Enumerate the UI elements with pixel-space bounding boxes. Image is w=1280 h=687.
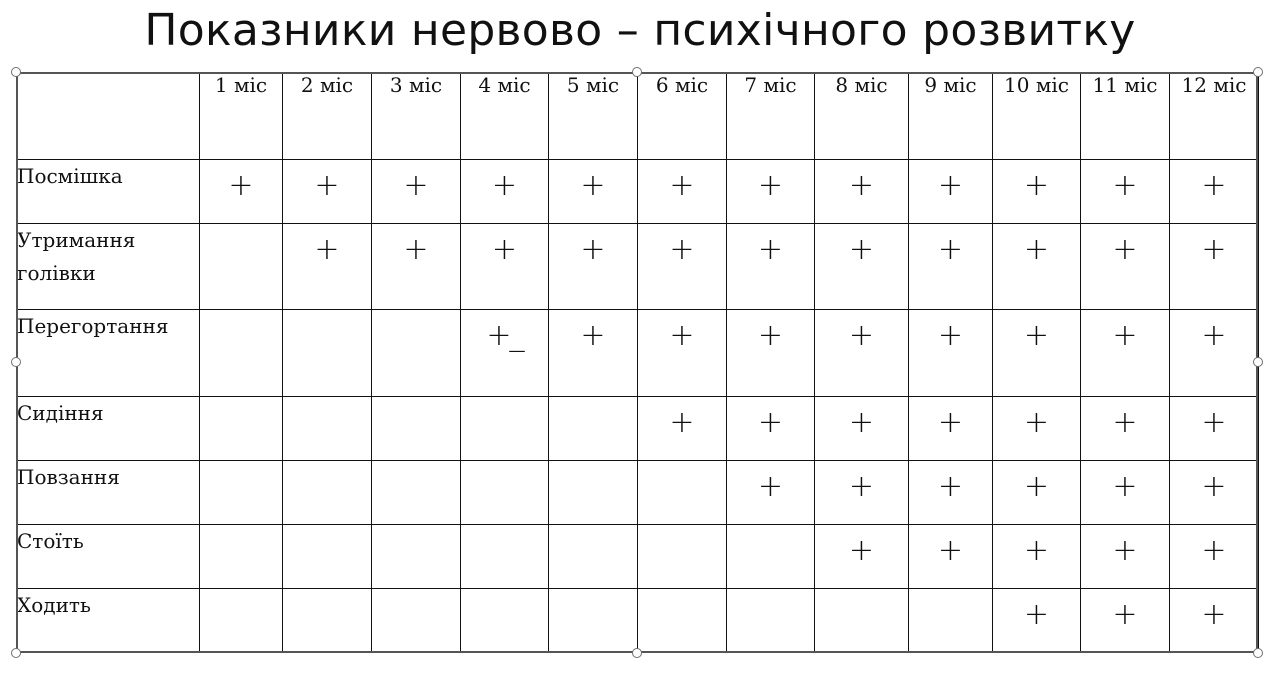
mark-symbol: + <box>1023 532 1050 568</box>
mark-symbol: + <box>848 532 875 568</box>
table-cell[interactable] <box>200 524 283 588</box>
mark-symbol: + <box>1112 404 1138 440</box>
table-cell[interactable] <box>993 396 1081 460</box>
empty-mark <box>372 310 460 321</box>
table-cell[interactable] <box>372 310 461 396</box>
table-cell[interactable] <box>909 460 993 524</box>
empty-mark <box>909 589 992 600</box>
mark-symbol: + <box>1023 232 1050 268</box>
mark-symbol: + <box>1023 168 1050 204</box>
table-cell[interactable] <box>372 588 461 652</box>
mark-symbol: + <box>1201 596 1227 632</box>
mark-symbol: + <box>937 168 964 204</box>
table-cell[interactable] <box>283 524 372 588</box>
table-cell[interactable] <box>909 588 993 652</box>
mark-symbol: + <box>1023 318 1050 354</box>
mark-symbol: + <box>1023 468 1050 504</box>
mark-symbol: + <box>937 232 964 268</box>
month-header[interactable]: 6 міс <box>638 73 727 160</box>
empty-mark <box>372 525 460 536</box>
table-cell[interactable] <box>815 224 909 310</box>
table-cell[interactable] <box>283 588 372 652</box>
table-cell[interactable] <box>727 588 815 652</box>
month-header[interactable]: 2 міс <box>283 73 372 160</box>
empty-mark <box>727 525 814 536</box>
month-header[interactable]: 1 міс <box>200 73 283 160</box>
mark-symbol: + <box>1201 404 1227 440</box>
table-row <box>17 160 1259 224</box>
mark-symbol: + <box>669 318 695 354</box>
table-cell[interactable] <box>461 396 549 460</box>
table-cell[interactable] <box>461 224 549 310</box>
resize-handle-bottom-middle[interactable] <box>632 648 642 658</box>
mark-symbol: + <box>1201 168 1227 204</box>
resize-handle-top-middle[interactable] <box>632 67 642 77</box>
mark-symbol: + <box>1201 232 1227 268</box>
empty-mark <box>549 397 637 408</box>
empty-mark <box>200 310 282 321</box>
month-header[interactable]: 12 міс <box>1170 73 1259 160</box>
mark-symbol: + <box>757 232 784 268</box>
table-cell[interactable] <box>461 310 549 396</box>
corner-cell[interactable] <box>17 73 200 160</box>
table-cell[interactable] <box>549 588 638 652</box>
mark-symbol: + <box>580 318 606 354</box>
development-table[interactable] <box>16 72 1259 653</box>
table-cell[interactable] <box>909 310 993 396</box>
table-cell[interactable] <box>727 396 815 460</box>
table-cell[interactable] <box>727 224 815 310</box>
table-cell[interactable] <box>549 396 638 460</box>
table-cell[interactable] <box>283 224 372 310</box>
slide-title[interactable]: Показники нервово – психічного розвитку <box>144 5 1136 56</box>
mark-symbol: + <box>314 232 340 268</box>
table-cell[interactable] <box>1081 524 1170 588</box>
row-label[interactable]: Повзання <box>17 460 200 524</box>
mark-symbol: + <box>937 404 964 440</box>
table-cell[interactable] <box>638 224 727 310</box>
mark-symbol: + <box>669 232 695 268</box>
mark-symbol: + <box>1112 232 1138 268</box>
table-cell[interactable] <box>461 160 549 224</box>
table-cell[interactable] <box>1081 460 1170 524</box>
empty-mark <box>549 525 637 536</box>
row-label[interactable]: Посмішка <box>17 160 200 224</box>
table-row <box>17 396 1259 460</box>
table-cell[interactable] <box>1081 160 1170 224</box>
table-cell[interactable] <box>909 224 993 310</box>
table-cell[interactable] <box>283 396 372 460</box>
table-cell[interactable] <box>549 460 638 524</box>
empty-mark <box>283 461 371 472</box>
table-cell[interactable] <box>727 460 815 524</box>
mark-symbol: + <box>1023 404 1050 440</box>
header-row <box>17 73 1259 160</box>
table-cell[interactable] <box>909 396 993 460</box>
table-cell[interactable] <box>1170 396 1259 460</box>
table-cell[interactable] <box>200 588 283 652</box>
mark-symbol: + <box>228 168 254 204</box>
table-cell[interactable] <box>200 396 283 460</box>
table-cell[interactable] <box>638 524 727 588</box>
table-cell[interactable] <box>815 460 909 524</box>
table-row <box>17 524 1259 588</box>
table-cell[interactable] <box>283 160 372 224</box>
table-cell[interactable] <box>200 224 283 310</box>
month-header[interactable]: 8 міс <box>815 73 909 160</box>
mark-symbol: + <box>848 404 875 440</box>
mark-symbol: + <box>1201 318 1227 354</box>
mark-symbol: + <box>757 404 784 440</box>
mark-symbol: + <box>1201 468 1227 504</box>
table-cell[interactable] <box>461 460 549 524</box>
table-cell[interactable] <box>909 524 993 588</box>
month-header[interactable]: 9 міс <box>909 73 993 160</box>
mark-symbol: + <box>848 318 875 354</box>
table-cell[interactable] <box>815 160 909 224</box>
table-cell[interactable] <box>1170 524 1259 588</box>
development-table-frame[interactable] <box>16 72 1258 653</box>
empty-mark <box>283 525 371 536</box>
table-cell[interactable] <box>727 160 815 224</box>
mark-symbol: + <box>848 468 875 504</box>
row-label[interactable]: Утримання голівки <box>17 224 200 310</box>
table-cell[interactable] <box>372 160 461 224</box>
table-row <box>17 460 1259 524</box>
mark-symbol: + <box>403 232 429 268</box>
table-cell[interactable] <box>638 396 727 460</box>
table-cell[interactable] <box>993 460 1081 524</box>
empty-mark <box>461 397 548 408</box>
table-cell[interactable] <box>993 224 1081 310</box>
mark-symbol: +_ <box>486 318 523 354</box>
mark-symbol: + <box>491 232 518 268</box>
table-row <box>17 224 1259 310</box>
table-cell[interactable] <box>1081 224 1170 310</box>
mark-symbol: + <box>1023 596 1050 632</box>
mark-symbol: + <box>1112 468 1138 504</box>
mark-symbol: + <box>580 168 606 204</box>
empty-mark <box>727 589 814 600</box>
table-cell[interactable] <box>549 160 638 224</box>
table-cell[interactable] <box>993 310 1081 396</box>
empty-mark <box>461 461 548 472</box>
table-cell[interactable] <box>549 224 638 310</box>
mark-symbol: + <box>848 168 875 204</box>
table-cell[interactable] <box>200 460 283 524</box>
mark-symbol: + <box>1201 532 1227 568</box>
empty-mark <box>283 397 371 408</box>
table-cell[interactable] <box>815 396 909 460</box>
mark-symbol: + <box>757 318 784 354</box>
month-header[interactable]: 4 міс <box>461 73 549 160</box>
empty-mark <box>200 224 282 235</box>
table-cell[interactable] <box>727 310 815 396</box>
table-cell[interactable] <box>200 310 283 396</box>
empty-mark <box>638 525 726 536</box>
row-label[interactable]: Перегортання <box>17 310 200 396</box>
table-cell[interactable] <box>1170 224 1259 310</box>
table-cell[interactable] <box>993 160 1081 224</box>
table-cell[interactable] <box>1170 160 1259 224</box>
table-row <box>17 310 1259 396</box>
empty-mark <box>372 589 460 600</box>
table-cell[interactable] <box>815 524 909 588</box>
empty-mark <box>638 461 726 472</box>
mark-symbol: + <box>1112 318 1138 354</box>
table-cell[interactable] <box>1170 460 1259 524</box>
table-cell[interactable] <box>1170 588 1259 652</box>
table-cell[interactable] <box>638 588 727 652</box>
resize-handle-bottom-left[interactable] <box>11 648 21 658</box>
resize-handle-bottom-right[interactable] <box>1253 648 1263 658</box>
row-label[interactable]: Стоїть <box>17 524 200 588</box>
month-header[interactable]: 3 міс <box>372 73 461 160</box>
table-cell[interactable] <box>815 588 909 652</box>
table-cell[interactable] <box>815 310 909 396</box>
resize-handle-middle-right[interactable] <box>1253 357 1263 367</box>
table-cell[interactable] <box>909 160 993 224</box>
empty-mark <box>549 461 637 472</box>
table-cell[interactable] <box>727 524 815 588</box>
row-label[interactable]: Ходить <box>17 588 200 652</box>
table-cell[interactable] <box>1170 310 1259 396</box>
table-cell[interactable] <box>372 224 461 310</box>
table-cell[interactable] <box>993 588 1081 652</box>
empty-mark <box>372 461 460 472</box>
mark-symbol: + <box>314 168 340 204</box>
month-header[interactable]: 5 міс <box>549 73 638 160</box>
table-cell[interactable] <box>638 160 727 224</box>
empty-mark <box>283 310 371 321</box>
table-cell[interactable] <box>200 160 283 224</box>
month-header[interactable]: 10 міс <box>993 73 1081 160</box>
table-cell[interactable] <box>372 460 461 524</box>
table-cell[interactable] <box>1081 396 1170 460</box>
month-header[interactable]: 7 міс <box>727 73 815 160</box>
empty-mark <box>372 397 460 408</box>
resize-handle-middle-left[interactable] <box>11 357 21 367</box>
mark-symbol: + <box>669 168 695 204</box>
resize-handle-top-left[interactable] <box>11 67 21 77</box>
mark-symbol: + <box>580 232 606 268</box>
mark-symbol: + <box>1112 168 1138 204</box>
mark-symbol: + <box>848 232 875 268</box>
empty-mark <box>461 525 548 536</box>
mark-symbol: + <box>937 318 964 354</box>
table-cell[interactable] <box>993 524 1081 588</box>
mark-symbol: + <box>1112 532 1138 568</box>
table-cell[interactable] <box>283 460 372 524</box>
table-cell[interactable] <box>372 524 461 588</box>
table-cell[interactable] <box>461 524 549 588</box>
table-row <box>17 588 1259 652</box>
empty-mark <box>461 589 548 600</box>
empty-mark <box>283 589 371 600</box>
table-cell[interactable] <box>549 310 638 396</box>
mark-symbol: + <box>757 168 784 204</box>
table-cell[interactable] <box>638 310 727 396</box>
row-label[interactable]: Сидіння <box>17 396 200 460</box>
mark-symbol: + <box>491 168 518 204</box>
table-cell[interactable] <box>549 524 638 588</box>
mark-symbol: + <box>669 404 695 440</box>
empty-mark <box>200 461 282 472</box>
empty-mark <box>200 397 282 408</box>
empty-mark <box>638 589 726 600</box>
empty-mark <box>200 589 282 600</box>
mark-symbol: + <box>757 468 784 504</box>
empty-mark <box>815 589 908 600</box>
table-cell[interactable] <box>372 396 461 460</box>
table-cell[interactable] <box>283 310 372 396</box>
table-cell[interactable] <box>461 588 549 652</box>
mark-symbol: + <box>937 532 964 568</box>
mark-symbol: + <box>403 168 429 204</box>
mark-symbol: + <box>1112 596 1138 632</box>
month-header[interactable]: 11 міс <box>1081 73 1170 160</box>
mark-symbol: + <box>937 468 964 504</box>
table-cell[interactable] <box>638 460 727 524</box>
empty-mark <box>200 525 282 536</box>
table-cell[interactable] <box>1081 310 1170 396</box>
table-cell[interactable] <box>1081 588 1170 652</box>
resize-handle-top-right[interactable] <box>1253 67 1263 77</box>
empty-mark <box>549 589 637 600</box>
